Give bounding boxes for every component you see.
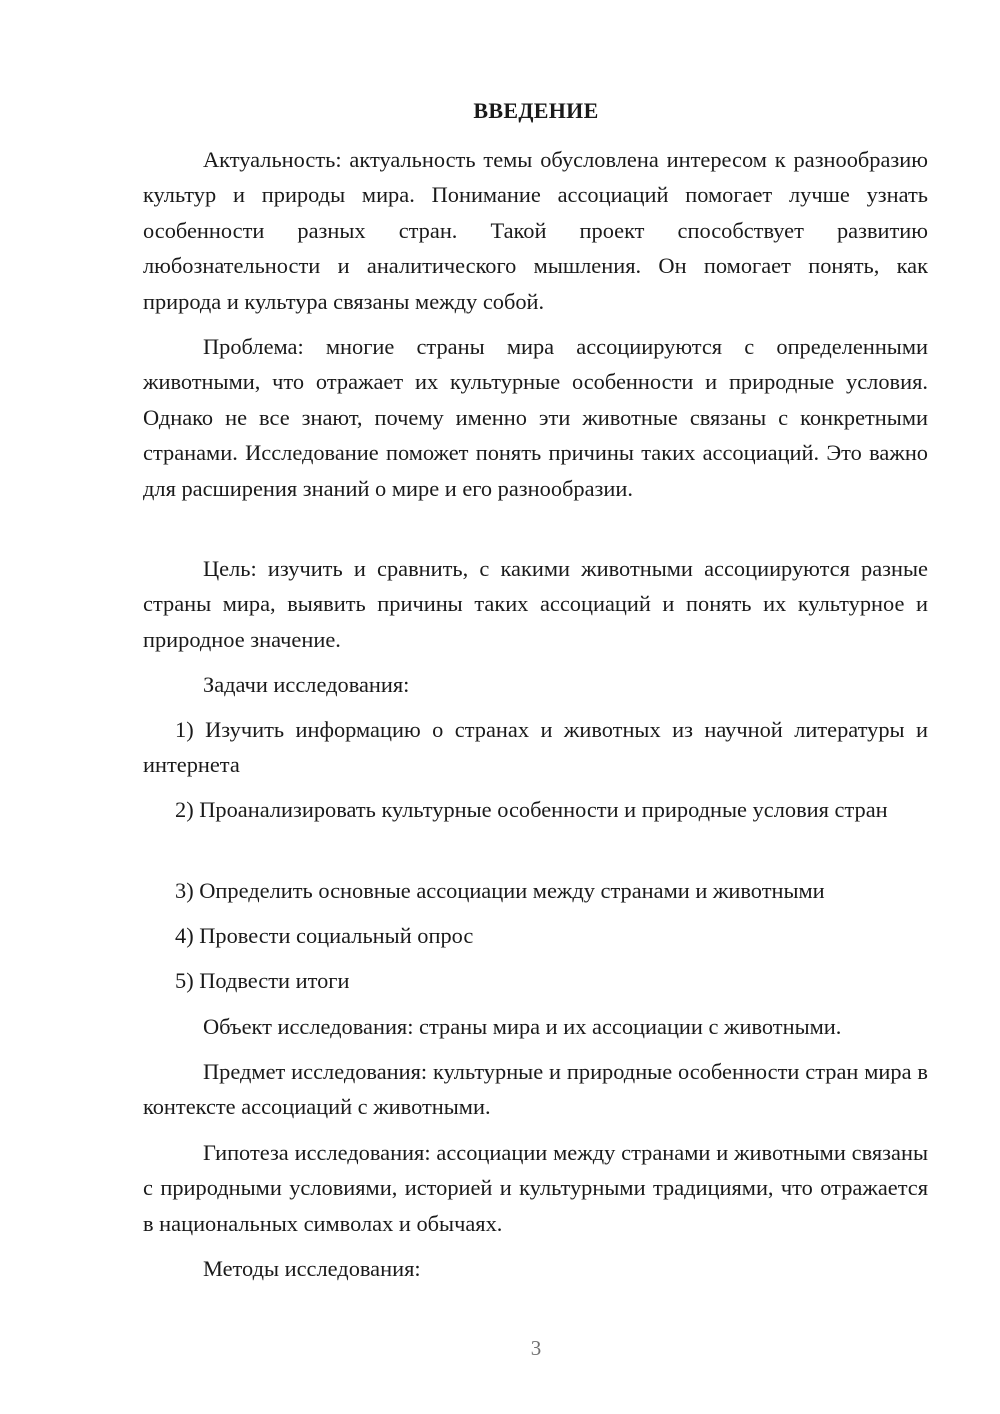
methods-heading: Методы исследования: [203, 1256, 421, 1281]
task-item-2: 2) Проанализировать культурные особенности и природные условия стран [175, 797, 888, 822]
task-item-4: 4) Провести социальный опрос [175, 923, 474, 948]
goal-paragraph: Цель: изучить и сравнить, с какими животными ассоциируются разные страны мира, выявить причины таких ассоциаций и понять их культурное и природное значение. [143, 556, 928, 652]
task-item-5: 5) Подвести итоги [175, 968, 350, 993]
relevance-paragraph: Актуальность: актуальность темы обусловлена интересом к разнообразию культур и природы мира. Понимание ассоциаций помогает лучше узнать особенности разных стран. Такой проект способствует развитию любознательности и аналитического мышления. Он помогает понять, как природа и культура связаны между собой. [143, 147, 928, 314]
problem-paragraph: Проблема: многие страны мира ассоциируются с определенными животными, что отражает их культурные особенности и природные условия. Однако не все знают, почему именно эти животные связаны с конкретными странами. Исследование поможет понять причины таких ассоциаций. Это важно для расширения знаний о мире и его разнообразии. [143, 334, 928, 501]
task-item-3: 3) Определить основные ассоциации между странами и животными [175, 878, 825, 903]
subject-paragraph: Предмет исследования: культурные и природные особенности стран мира в контексте ассоциаций с животными. [143, 1059, 928, 1120]
hypothesis-paragraph: Гипотеза исследования: ассоциации между странами и животными связаны с природными условиями, историей и культурными традициями, что отражается в национальных символах и обычаях. [143, 1140, 928, 1236]
task-item-1: 1) Изучить информацию о странах и животных из научной литературы и интернета [143, 717, 928, 778]
tasks-heading: Задачи исследования: [203, 672, 410, 697]
section-heading: ВВЕДЕНИЕ [473, 98, 599, 123]
object-paragraph: Объект исследования: страны мира и их ассоциации с животными. [203, 1014, 842, 1039]
page-number: 3 [530, 1336, 542, 1360]
